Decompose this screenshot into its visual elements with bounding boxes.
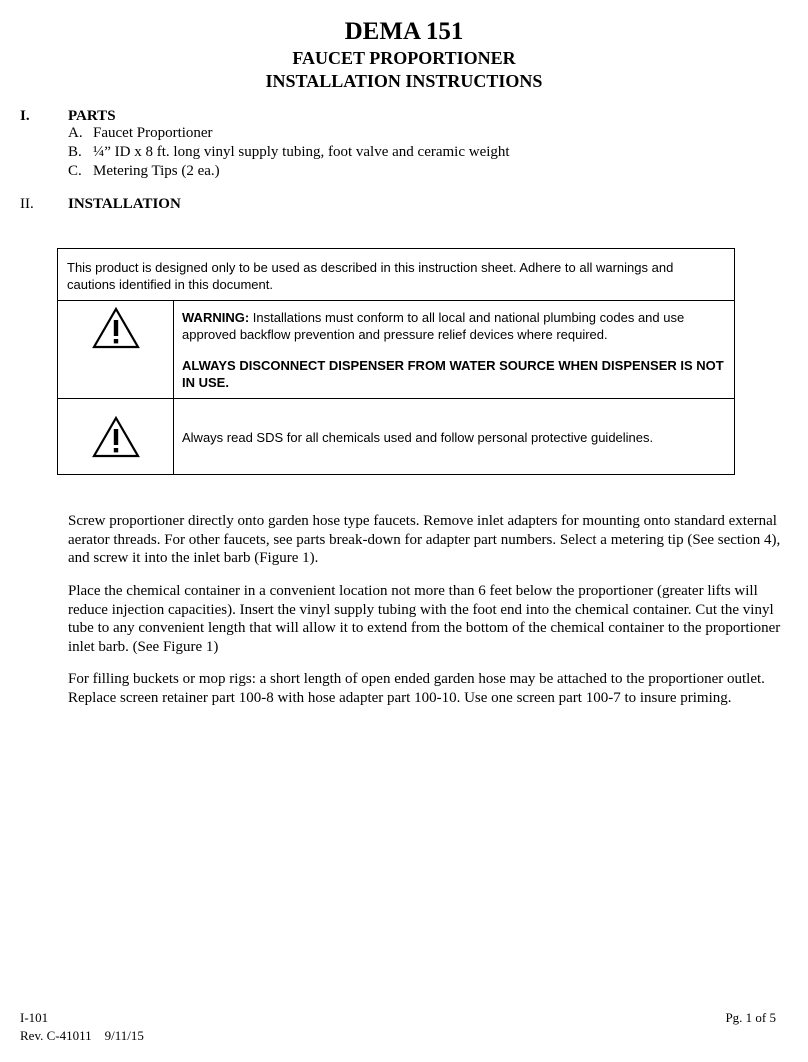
page-number: Pg. 1 of 5 <box>725 1010 776 1025</box>
installation-paragraph-1: Screw proportioner directly onto garden hose type faucets. Remove inlet adapters for mounting onto standard external aerator threads. For other faucets, see parts break-down for adapter part numbers. Select a metering tip (See section 4), and screw it into the inlet barb (Figure 1). <box>68 513 781 566</box>
parts-item-text: ¼” ID x 8 ft. long vinyl supply tubing, foot valve and ceramic weight <box>93 144 510 160</box>
sds-row <box>58 399 734 474</box>
document-id: I-101 <box>20 1010 49 1025</box>
warning-icon-cell <box>58 301 174 398</box>
disconnect-warning: ALWAYS DISCONNECT DISPENSER FROM WATER SOURCE WHEN DISPENSER IS NOT IN USE. <box>182 358 724 390</box>
warning-triangle-icon <box>92 307 140 349</box>
warning-paragraph <box>182 309 724 343</box>
parts-list-item <box>68 162 510 181</box>
parts-item-text: Metering Tips (2 ea.) <box>93 163 220 179</box>
warning-row <box>58 301 734 399</box>
parts-list-item <box>68 124 510 143</box>
section-number-installation: II. <box>20 196 34 212</box>
parts-item-letter: C. <box>68 163 82 179</box>
document-subtitle-2: INSTALLATION INSTRUCTIONS <box>265 71 543 91</box>
section-number-parts: I. <box>20 108 30 124</box>
installation-paragraph-2: Place the chemical container in a convenient location not more than 6 feet below the proportioner (greater lifts will reduce injection capacities). Insert the vinyl supply tubing with the foot end into the chemical container. Cut the vinyl tube to any convenient length that will allow it to extend from the bottom of the chemical container to the proportioner inlet barb. (See Figure 1) <box>68 583 781 655</box>
parts-list-item <box>68 143 510 162</box>
section-title-parts: PARTS <box>68 108 116 124</box>
parts-item-letter: A. <box>68 125 83 141</box>
section-title-installation: INSTALLATION <box>68 196 181 212</box>
warning-triangle-icon <box>92 416 140 458</box>
document-subtitle: FAUCET PROPORTIONER <box>292 48 516 68</box>
parts-list <box>68 124 510 181</box>
sds-text: Always read SDS for all chemicals used and follow personal protective guidelines. <box>182 430 654 445</box>
safety-notice-box <box>57 248 735 475</box>
warning-label: WARNING: <box>182 310 250 325</box>
warning-text-cell <box>182 309 724 391</box>
installation-paragraph-3: For filling buckets or mop rigs: a short length of open ended garden hose may be attached to the proportioner outlet. Replace screen retainer part 100-8 with hose adapter part 100-10. Use one screen part 100-7 to insure priming. <box>68 671 765 706</box>
notice-intro: This product is designed only to be used as described in this instruction sheet. Adhere to all warnings and cautions identified in this document. <box>58 249 734 301</box>
warning-text: Installations must conform to all local and national plumbing codes and use approved backflow prevention and pressure relief devices where required. <box>182 310 685 342</box>
revision-info: Rev. C-41011 9/11/15 <box>20 1028 144 1043</box>
document-title: DEMA 151 <box>344 18 464 45</box>
parts-item-text: Faucet Proportioner <box>93 125 213 141</box>
sds-icon-cell <box>58 399 174 474</box>
footer-left <box>20 1009 144 1045</box>
parts-item-letter: B. <box>68 144 82 160</box>
